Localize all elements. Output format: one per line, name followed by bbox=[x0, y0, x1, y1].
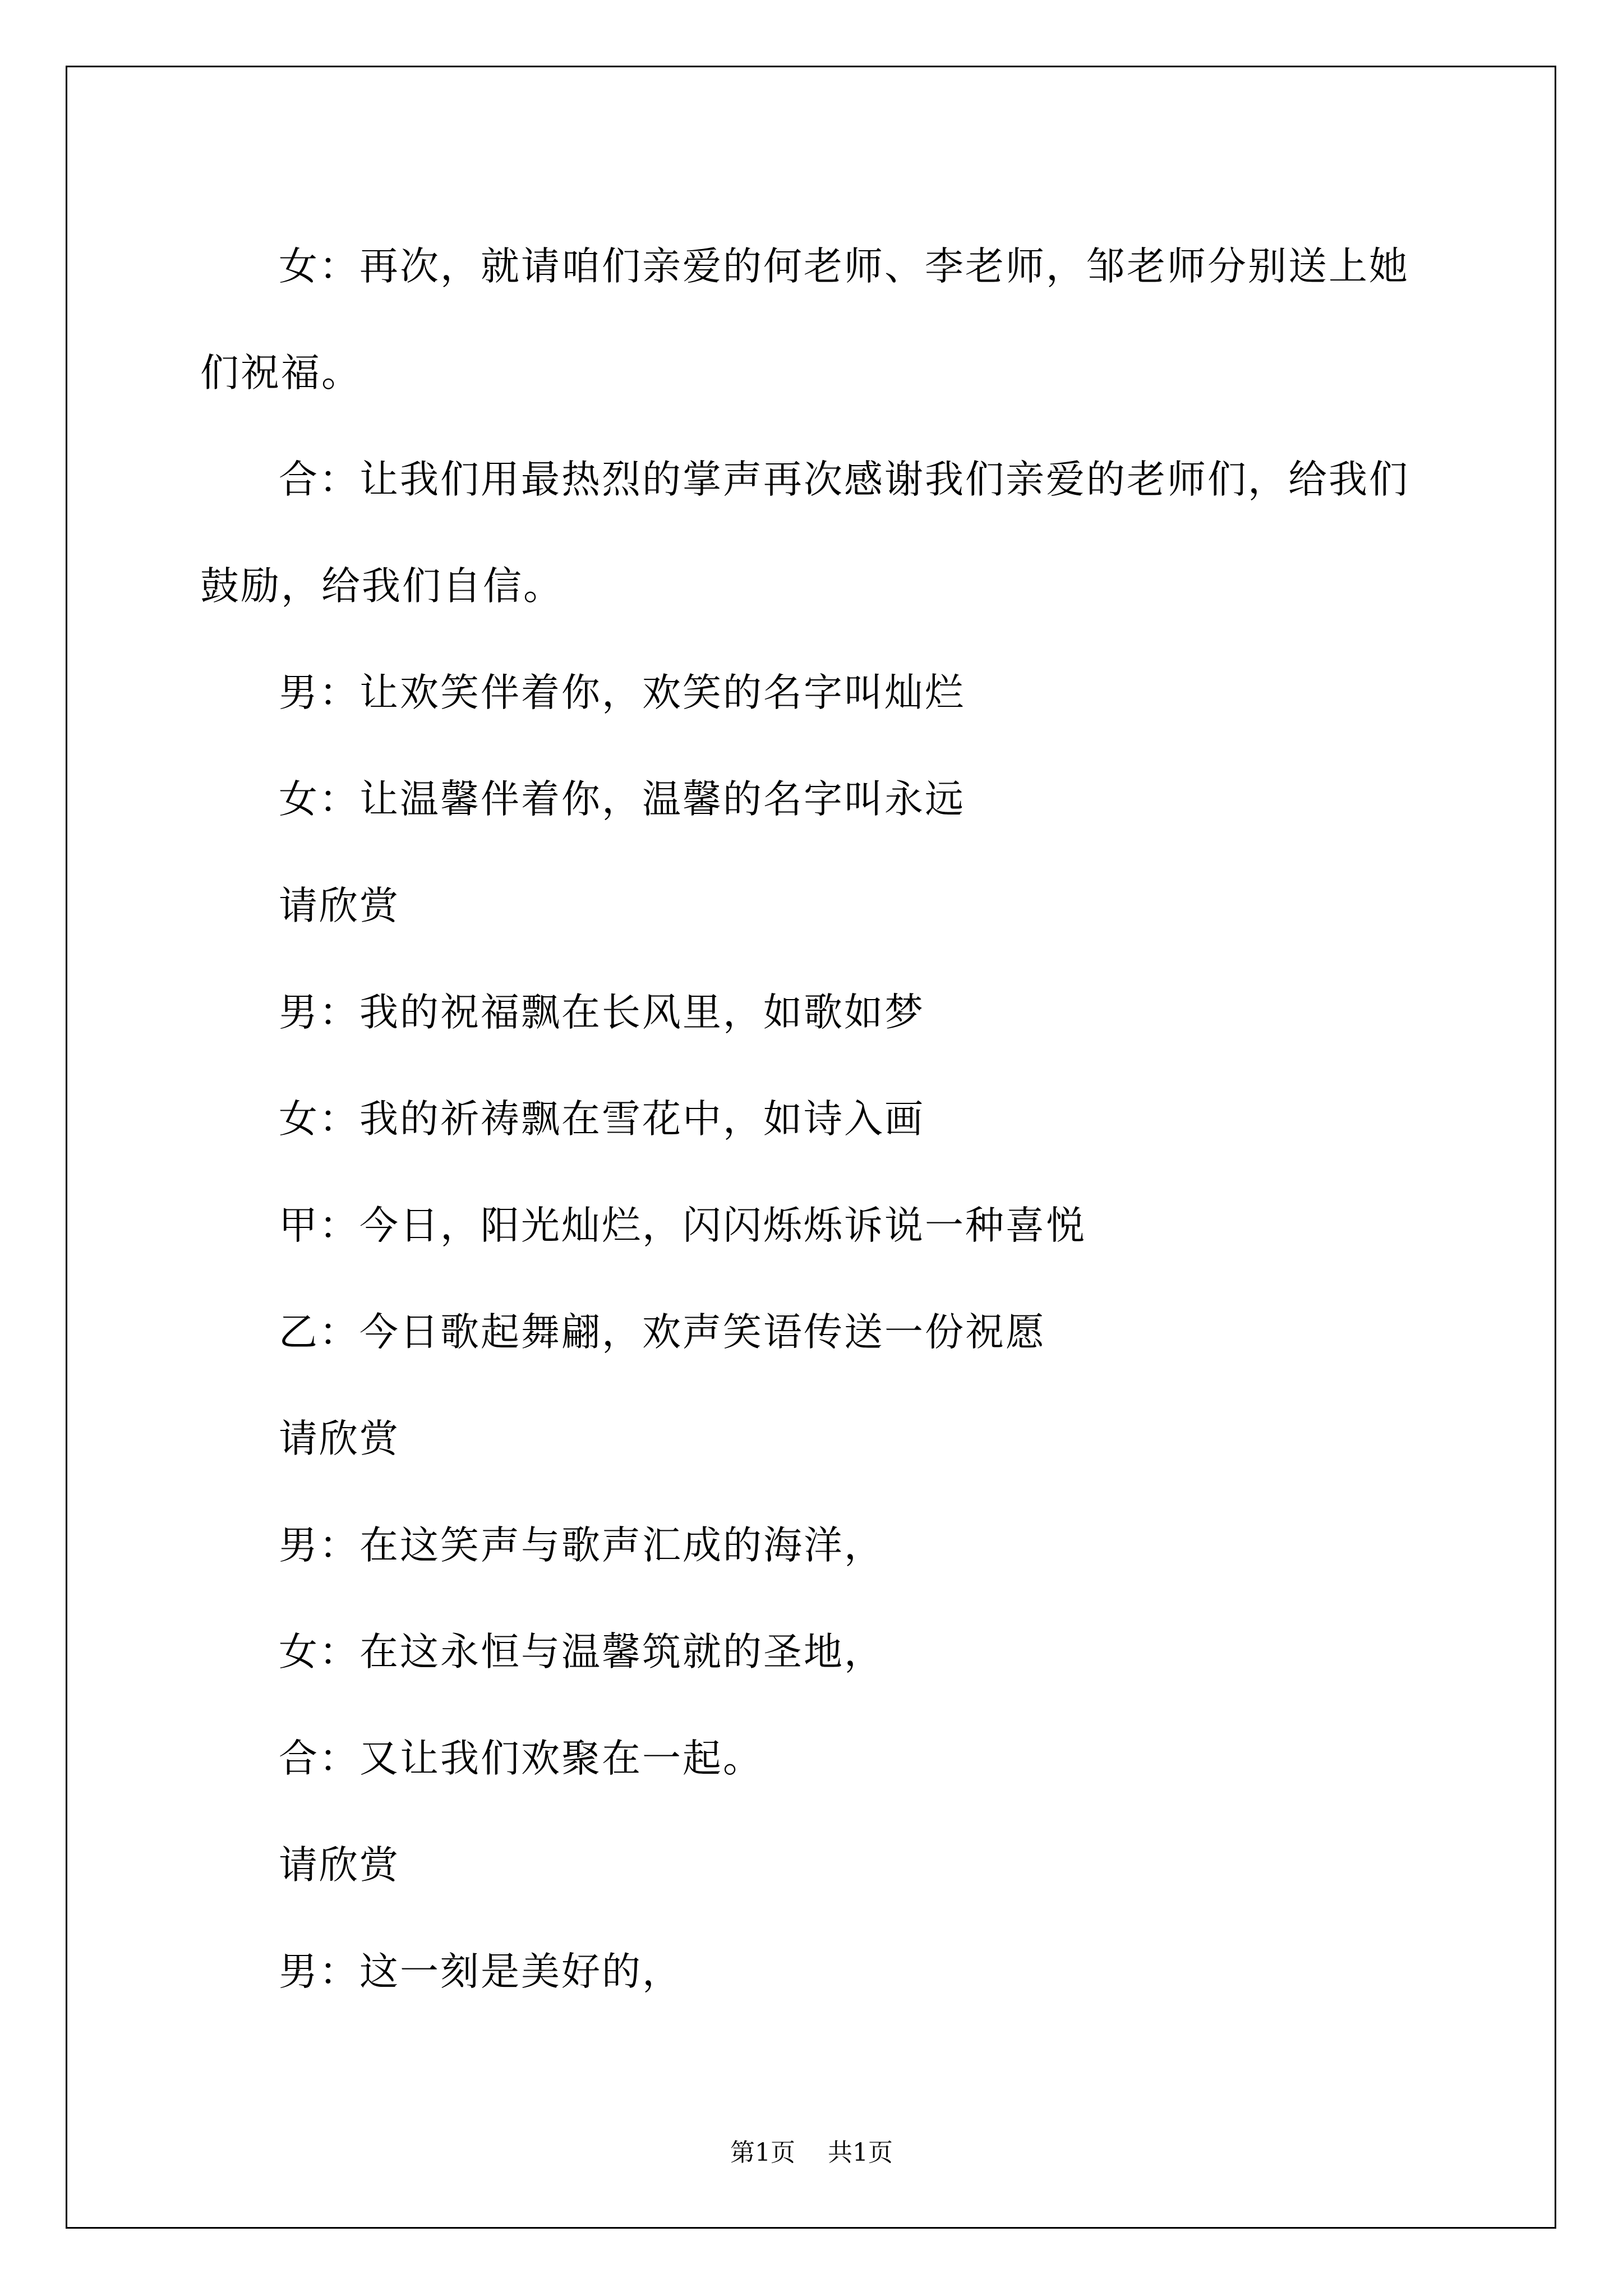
paragraph: 女：让温馨伴着你，温馨的名字叫永远 bbox=[279, 777, 965, 822]
paragraph: 男：在这笑声与歌声汇成的海洋， bbox=[279, 1523, 884, 1568]
paragraph: 乙：今日歌起舞翩，欢声笑语传送一份祝愿 bbox=[279, 1310, 1046, 1355]
paragraph: 女：再次，就请咱们亲爱的何老师、李老师，邹老师分别送上她们祝福。 bbox=[200, 244, 1409, 395]
document-body bbox=[200, 213, 1434, 2025]
paragraph: 男：让欢笑伴着你，欢笑的名字叫灿烂 bbox=[279, 670, 965, 715]
paragraph: 请欣赏 bbox=[279, 884, 400, 928]
page-footer bbox=[0, 2136, 1623, 2170]
paragraph: 合：让我们用最热烈的掌声再次感谢我们亲爱的老师们，给我们鼓励，给我们自信。 bbox=[200, 457, 1409, 609]
page-number-total: 共1页 bbox=[828, 2138, 893, 2167]
paragraph: 合：又让我们欢聚在一起。 bbox=[279, 1736, 763, 1781]
paragraph: 请欣赏 bbox=[279, 1416, 400, 1461]
paragraph: 女：我的祈祷飘在雪花中，如诗入画 bbox=[279, 1097, 925, 1142]
paragraph: 男：这一刻是美好的， bbox=[279, 1949, 683, 1994]
page-number-current: 第1页 bbox=[730, 2138, 795, 2167]
paragraph: 女：在这永恒与温馨筑就的圣地， bbox=[279, 1630, 884, 1674]
paragraph: 甲：今日，阳光灿烂，闪闪烁烁诉说一种喜悦 bbox=[279, 1203, 1086, 1248]
paragraph: 请欣赏 bbox=[279, 1843, 400, 1888]
paragraph: 男：我的祝福飘在长风里，如歌如梦 bbox=[279, 990, 925, 1035]
